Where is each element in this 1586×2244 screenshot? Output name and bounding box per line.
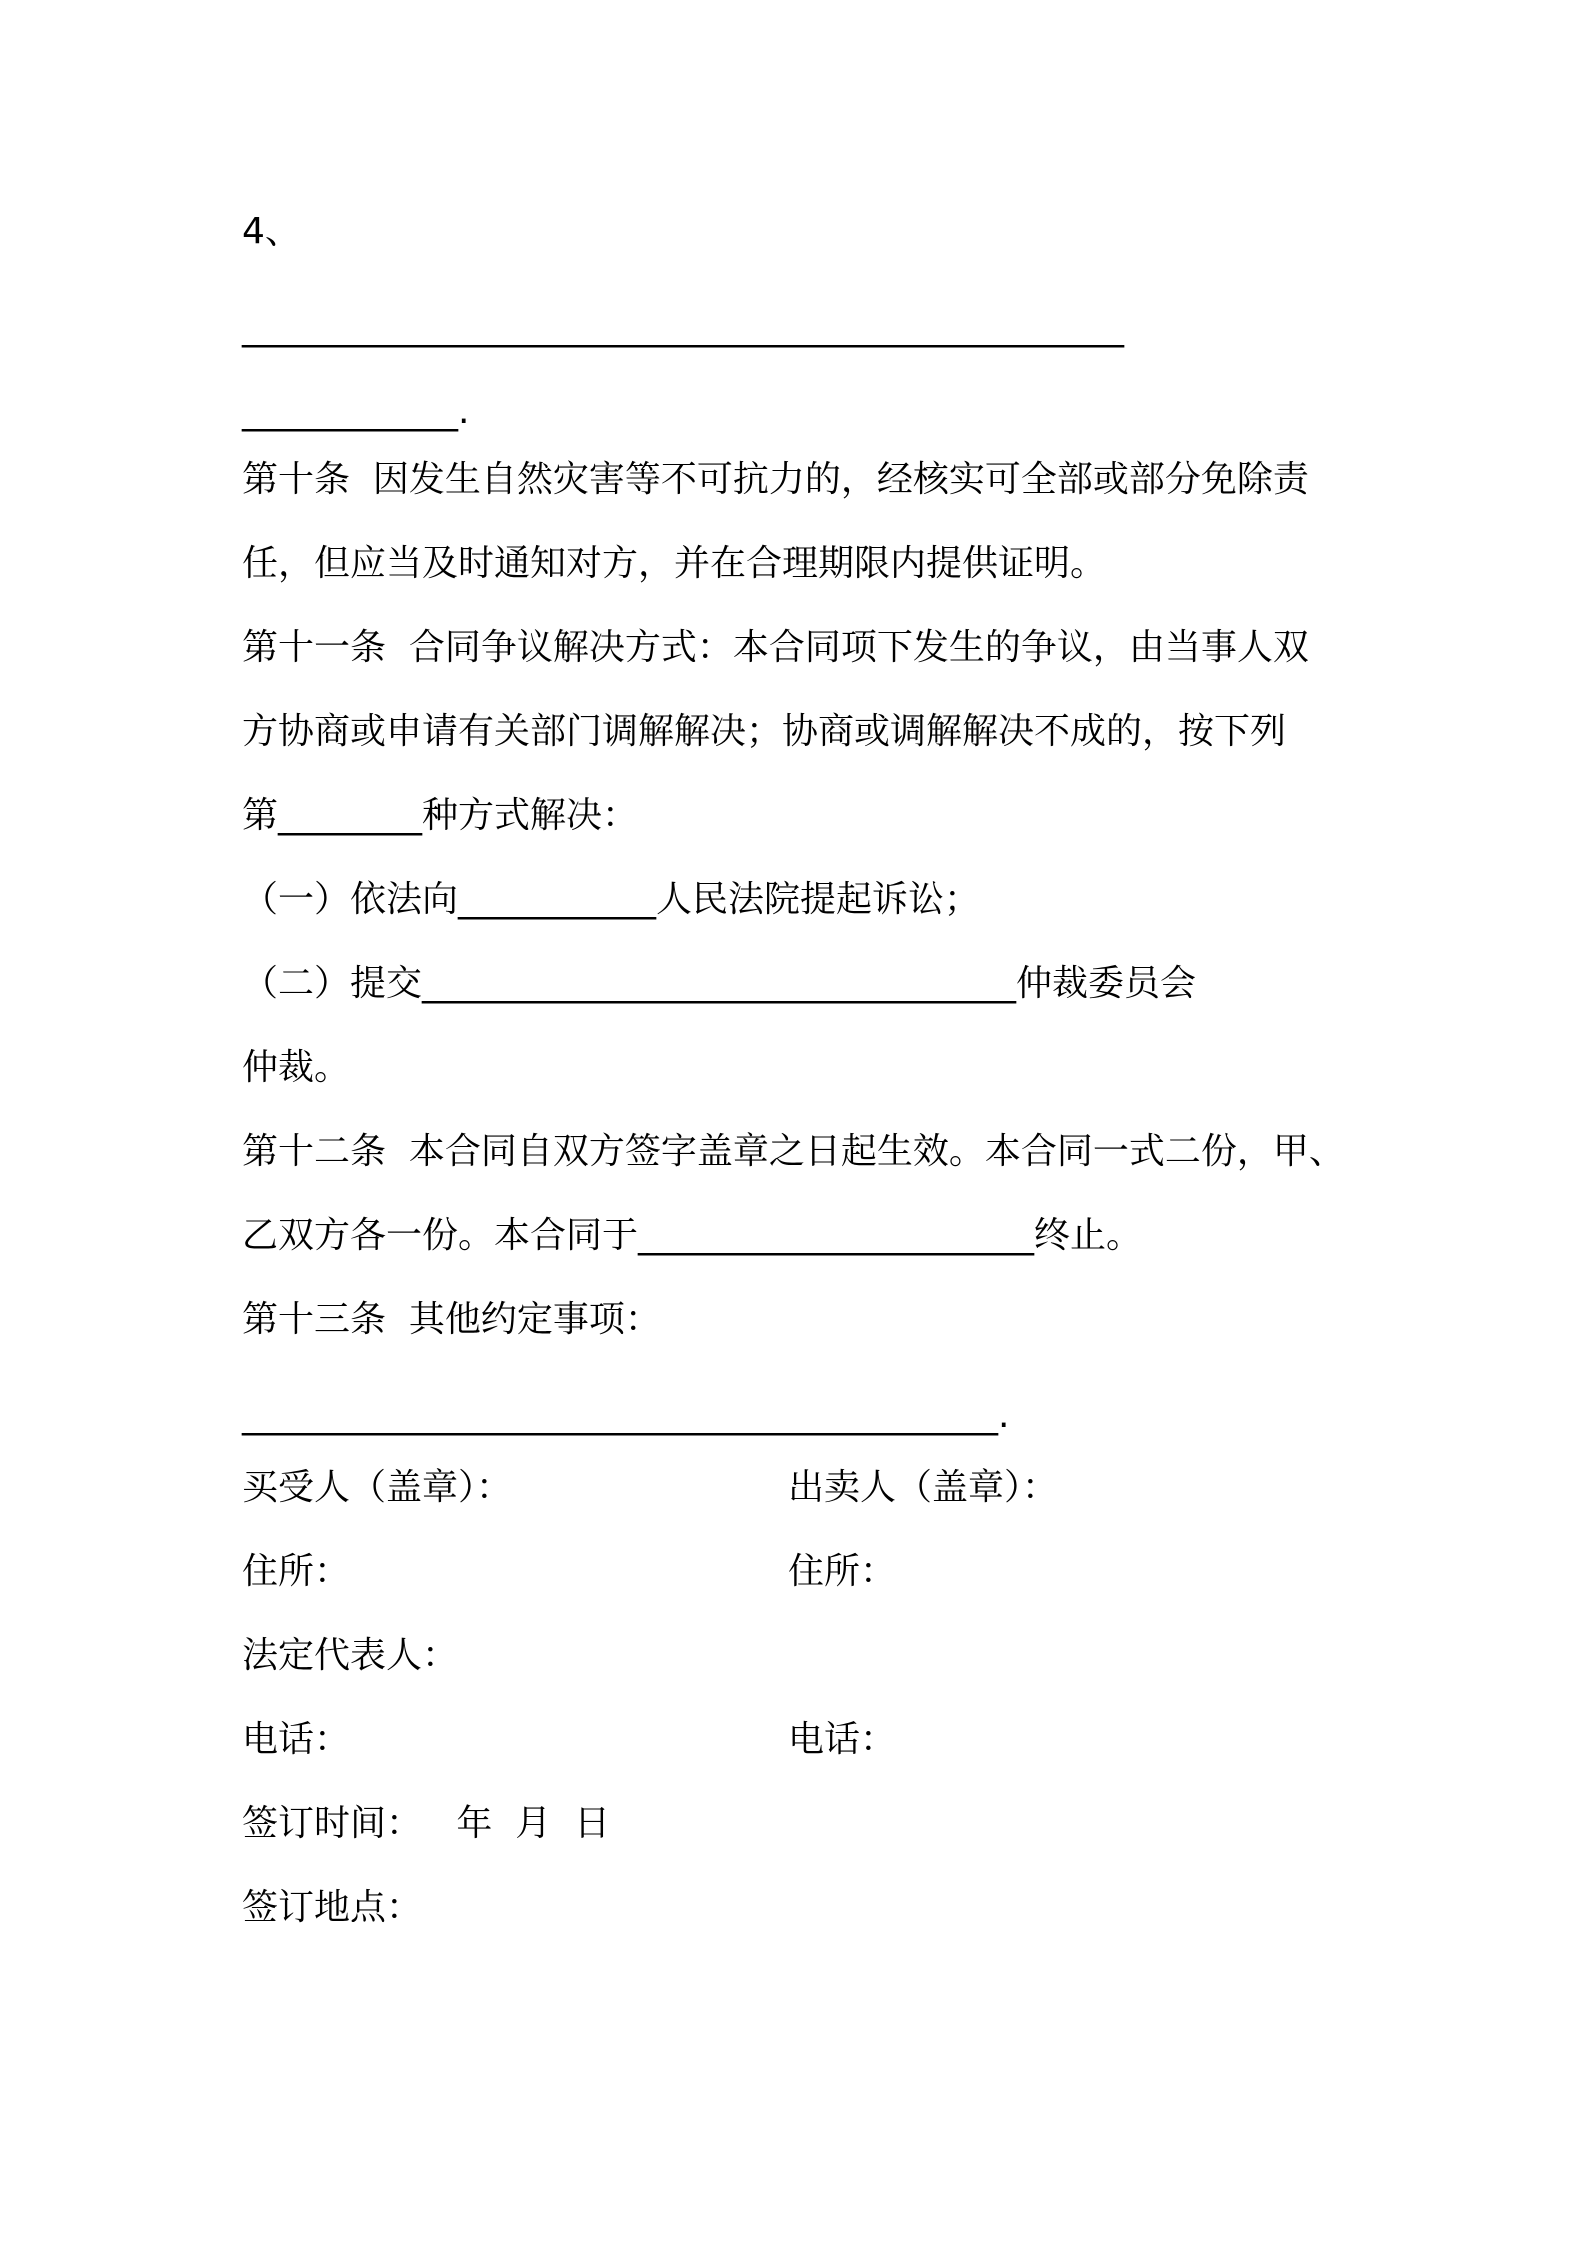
dispute-option-2-line-2: 仲裁。 [242,1047,351,1088]
seller-phone-label: 电话： [788,1719,897,1760]
seller-address-label: 住所： [788,1551,897,1592]
blank-line-b: ____________. [242,391,470,432]
seller-seal-label: 出卖人（盖章）： [788,1467,1059,1508]
article-11-line-1: 第十一条 合同争议解决方式：本合同项下发生的争议，由当事人双 [242,627,1309,668]
dispute-option-1: （一）依法向___________人民法院提起诉讼； [242,879,981,920]
signing-place-label: 签订地点： [242,1887,423,1928]
article-13: 第十三条 其他约定事项： [242,1299,661,1340]
dispute-option-2-line-1: （二）提交_________________________________仲裁委员会 [242,963,1197,1004]
article-12-line-2: 乙双方各一份。本合同于______________________终止。 [242,1215,1143,1256]
article-12-line-1: 第十二条 本合同自双方签字盖章之日起生效。本合同一式二份，甲、 [242,1131,1345,1172]
buyer-seal-label: 买受人（盖章）： [242,1467,513,1508]
buyer-address-label: 住所： [242,1551,351,1592]
article-10-line-2: 任，但应当及时通知对方，并在合理期限内提供证明。 [242,543,1107,584]
article-11-line-3: 第________种方式解决： [242,795,639,836]
legal-representative-label: 法定代表人： [242,1635,459,1676]
article-10-line-1: 第十条 因发生自然灾害等不可抗力的，经核实可全部或部分免除责 [242,459,1309,500]
blank-line-c: __________________________________________. [242,1395,1010,1436]
signing-time-label: 签订时间： 年 月 日 [242,1803,611,1844]
blank-line-a: _________________________________________________ [242,307,1124,348]
buyer-phone-label: 电话： [242,1719,351,1760]
article-11-line-2: 方协商或申请有关部门调解解决；协商或调解解决不成的，按下列 [242,711,1287,752]
item-4-number: 4、 [242,211,301,252]
